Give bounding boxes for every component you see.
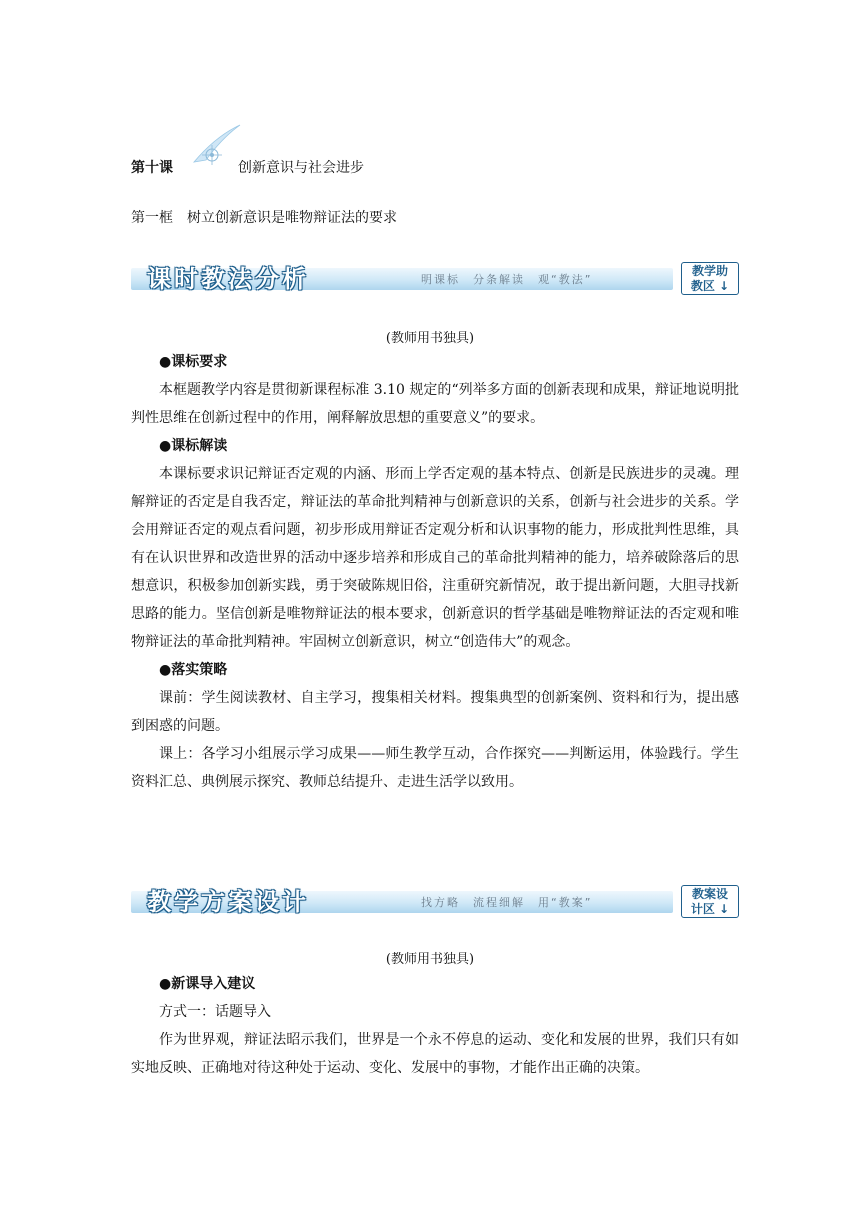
banner-slogan: 找方略 流程细解 用“教案” (421, 896, 593, 909)
lesson-plan-badge[interactable] (681, 885, 739, 918)
badge-line-2: 计区 ↓ (690, 902, 730, 916)
paragraph: 课前：学生阅读教材、自主学习，搜集相关材料。搜集典型的创新案例、资料和行为，提出感到困惑的问题。 (131, 690, 739, 734)
teaching-aid-badge[interactable] (681, 262, 739, 295)
section-heading: ●课标解读 (159, 438, 228, 454)
section-heading: ●新课导入建议 (159, 976, 256, 992)
paragraph: 课上：各学习小组展示学习成果——师生教学互动，合作探究——判断运用，体验践行。学生资料汇总、典例展示探究、教师总结提升、走进生活学以致用。 (131, 746, 739, 790)
badge-line-1: 教案设 (691, 887, 728, 901)
section-heading: ●落实策略 (159, 662, 228, 678)
paragraph: 本框题教学内容是贯彻新课程标准 3.10 规定的“列举多方面的创新表现和成果，辩证地说明批判性思维在创新过程中的作用，阐释解放思想的重要意义”的要求。 (131, 382, 739, 426)
banner-title: 教学方案设计 (147, 887, 309, 916)
lesson-title: 创新意识与社会进步 (238, 160, 364, 176)
paragraph: 方式一：话题导入 (159, 1004, 271, 1020)
paragraph: 本课标要求识记辩证否定观的内涵、形而上学否定观的基本特点、创新是民族进步的灵魂。理解辩证的否定是自我否定，辩证法的革命批判精神与创新意识的关系，创新与社会进步的关系。学会用辩证否定的观点看问题，初步形成用辩证否定观分析和认识事物的能力，形成批判性思维，具有在认识世界和改造世界的活动中逐步培养和形成自己的革命批判精神的能力，培养破除落后的思想意识，积极参加创新实践，勇于突破陈规旧俗，注重研究新情况，敢于提出新问题，大胆寻找新思路的能力。坚信创新是唯物辩证法的根本要求，创新意识的哲学基础是唯物辩证法的否定观和唯物辩证法的革命批判精神。牢固树立创新意识，树立“创造伟大”的观念。 (131, 466, 739, 650)
teacher-only-note: (教师用书独具) (385, 952, 475, 967)
lesson-number: 第十课 (131, 160, 173, 176)
analysis-section (131, 348, 739, 796)
frame-title: 第一框 树立创新意识是唯物辩证法的要求 (131, 210, 397, 226)
banner-slogan: 明课标 分条解读 观“教法” (421, 273, 593, 286)
paragraph: 作为世界观，辩证法昭示我们，世界是一个永不停息的运动、变化和发展的世界，我们只有如实地反映、正确地对待这种处于运动、变化、发展中的事物，才能作出正确的决策。 (131, 1032, 739, 1076)
teaching-plan-banner (131, 883, 739, 919)
section-heading: ●课标要求 (159, 354, 228, 370)
badge-line-1: 教学助 (691, 264, 728, 278)
teacher-only-note: (教师用书独具) (385, 331, 475, 346)
badge-line-2: 教区 ↓ (690, 279, 730, 293)
plan-section (131, 970, 739, 1082)
banner-title: 课时教法分析 (147, 264, 309, 293)
teaching-analysis-banner (131, 260, 739, 296)
comet-target-icon (188, 122, 242, 170)
